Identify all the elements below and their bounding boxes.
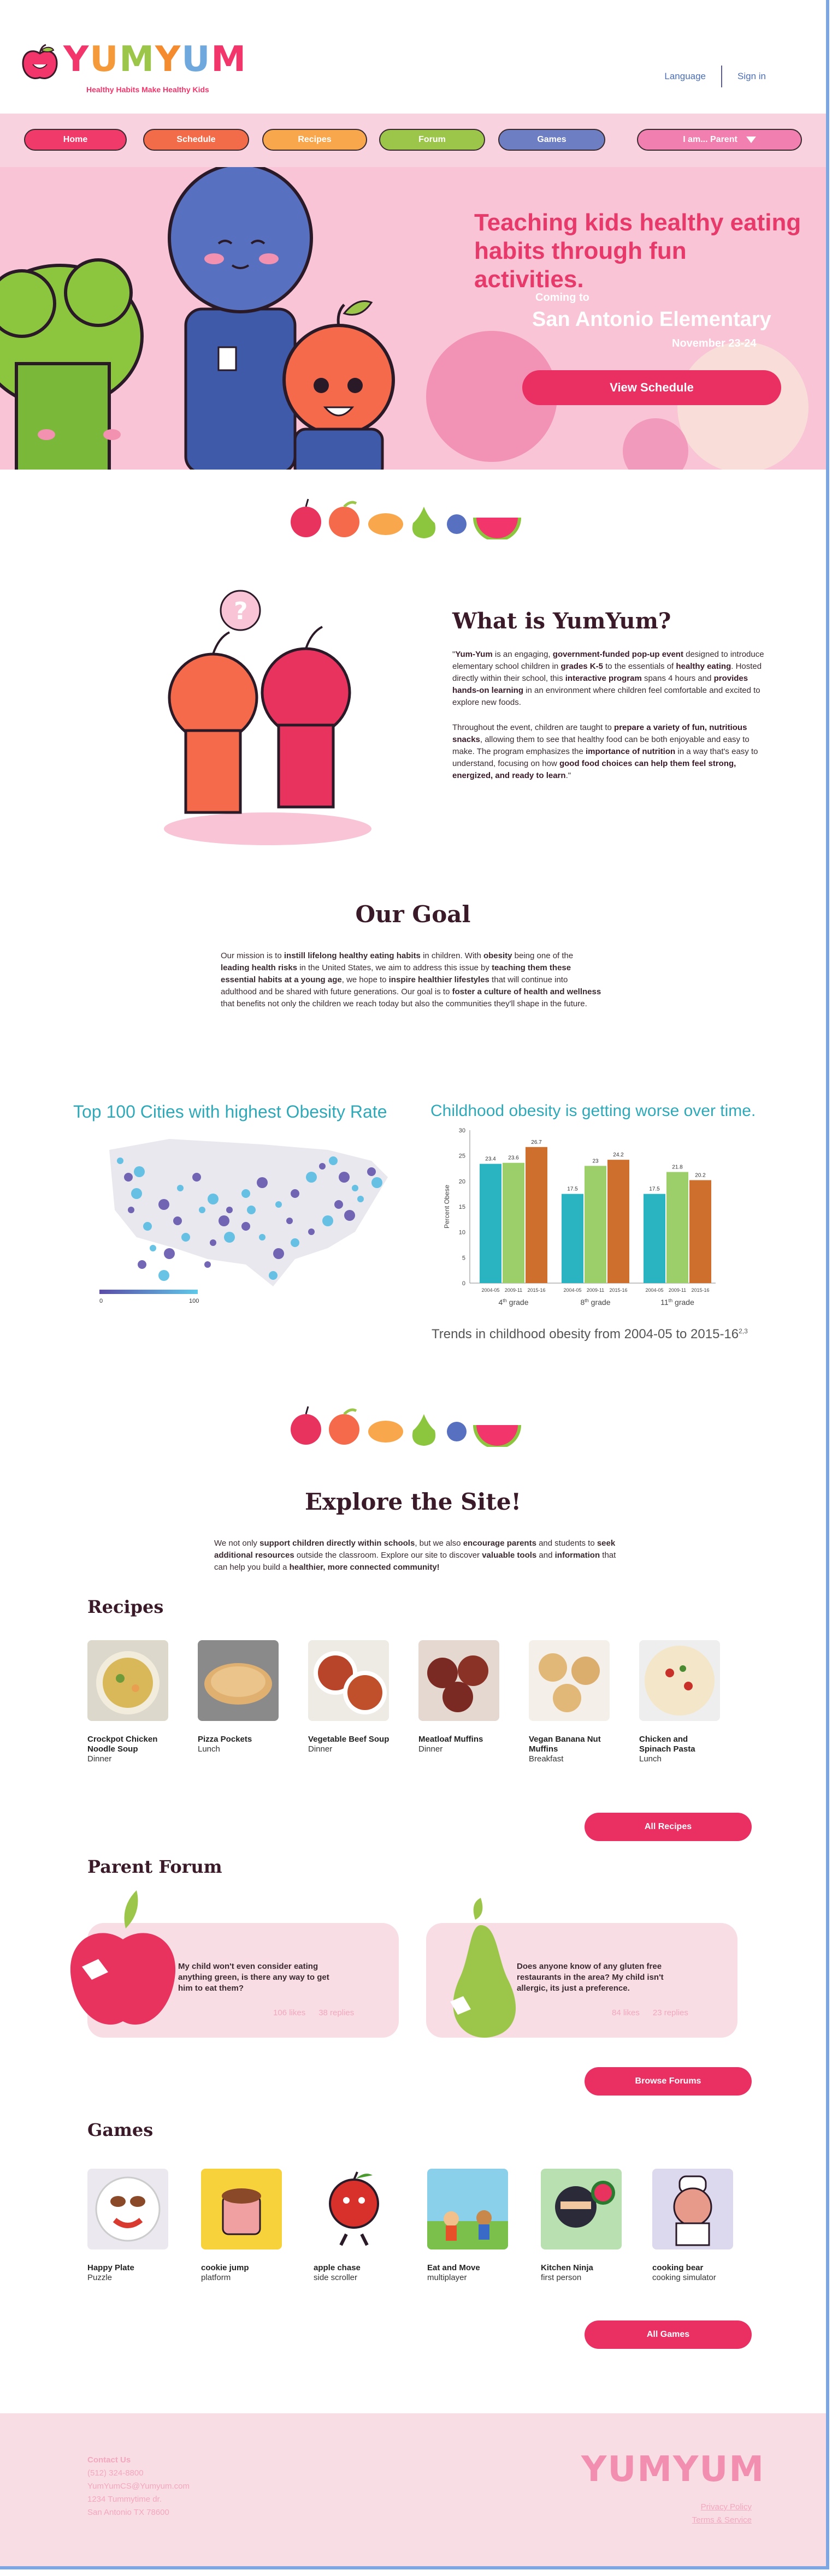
map-city-dot bbox=[357, 1196, 364, 1202]
bar bbox=[585, 1166, 606, 1283]
game-thumbnail bbox=[427, 2169, 508, 2249]
contact-street: 1234 Tummytime dr. bbox=[87, 2495, 162, 2504]
x-tick-label: 2015-16 bbox=[691, 1287, 710, 1293]
map-city-dot bbox=[117, 1158, 123, 1164]
recipe-type: Dinner bbox=[308, 1744, 333, 1754]
recipe-type: Dinner bbox=[87, 1754, 112, 1764]
recipe-type: Breakfast bbox=[529, 1754, 564, 1764]
recipe-photo bbox=[639, 1640, 720, 1721]
map-city-dot bbox=[329, 1156, 338, 1165]
game-type: platform bbox=[201, 2273, 231, 2282]
nav-forum-button[interactable]: Forum bbox=[379, 129, 485, 151]
x-tick-label: 2015-16 bbox=[609, 1287, 628, 1293]
browse-forums-button[interactable]: Browse Forums bbox=[585, 2067, 752, 2096]
watermelon-icon bbox=[473, 1425, 521, 1447]
obesity-map-title: Top 100 Cities with highest Obesity Rate bbox=[73, 1102, 387, 1121]
brand-logo[interactable] bbox=[21, 36, 247, 96]
forum-stats bbox=[612, 2008, 701, 2017]
watermelon-icon bbox=[473, 518, 521, 539]
forum-likes: 84 likes bbox=[612, 2008, 640, 2017]
us-obesity-map bbox=[98, 1128, 393, 1308]
bar bbox=[526, 1147, 547, 1283]
map-city-dot bbox=[131, 1188, 142, 1199]
x-tick-label: 2009-11 bbox=[504, 1287, 523, 1293]
y-tick-label: 5 bbox=[462, 1255, 465, 1262]
bar-value-label: 26.7 bbox=[531, 1139, 542, 1145]
game-type: first person bbox=[541, 2273, 582, 2282]
bar bbox=[689, 1180, 711, 1283]
map-city-dot bbox=[308, 1228, 315, 1235]
map-city-dot bbox=[322, 1215, 333, 1226]
caret-down-icon bbox=[746, 136, 756, 143]
obesity-bar-chart bbox=[437, 1125, 721, 1321]
map-city-dot bbox=[210, 1239, 216, 1246]
view-schedule-button[interactable]: View Schedule bbox=[522, 370, 781, 405]
our-goal-heading: Our Goal bbox=[355, 901, 471, 928]
game-name: Happy Plate bbox=[87, 2263, 134, 2272]
game-name: Kitchen Ninja bbox=[541, 2263, 593, 2272]
site-header bbox=[0, 0, 826, 114]
map-city-dot bbox=[273, 1248, 284, 1259]
recipe-card[interactable] bbox=[418, 1640, 500, 1754]
top-links bbox=[664, 66, 766, 87]
svg-text:?: ? bbox=[234, 597, 248, 625]
bar-value-label: 21.8 bbox=[672, 1164, 683, 1171]
game-card[interactable] bbox=[314, 2169, 396, 2283]
map-city-dot bbox=[124, 1173, 133, 1182]
game-type: side scroller bbox=[314, 2273, 358, 2282]
apple-icon bbox=[60, 1890, 186, 2043]
map-city-dot bbox=[138, 1260, 146, 1269]
map-scale-min: 0 bbox=[99, 1298, 103, 1304]
bar-value-label: 23 bbox=[592, 1158, 599, 1165]
role-dropdown-label: I am... Parent bbox=[683, 135, 737, 144]
what-is-paragraph-1: "Yum-Yum is an engaging, government-funded pop-up event designed to introduce elementary school children in grades K-5 to the essentials of healthy eating. Hosted directly within their school, this interactive program spans 4 hours and provides hands-on learning in an environment where children feel comfortable and excited to explore new foods. bbox=[452, 650, 764, 707]
map-scale-max: 100 bbox=[189, 1298, 199, 1304]
bar bbox=[644, 1194, 665, 1283]
recipe-photo bbox=[198, 1640, 279, 1721]
brand-wordmark: YUMYUM bbox=[63, 39, 247, 80]
map-city-dot bbox=[192, 1173, 201, 1182]
apple-orange-characters-illustration bbox=[142, 589, 393, 851]
recipe-photo bbox=[87, 1640, 168, 1721]
fruit-divider bbox=[290, 496, 535, 539]
game-type: Puzzle bbox=[87, 2273, 113, 2282]
bar-value-label: 17.5 bbox=[567, 1186, 578, 1192]
group-label: 8th grade bbox=[580, 1298, 611, 1307]
forum-replies: 38 replies bbox=[318, 2008, 355, 2017]
map-city-dot bbox=[334, 1200, 343, 1209]
game-card[interactable] bbox=[652, 2169, 734, 2283]
y-tick-label: 0 bbox=[462, 1280, 465, 1287]
nav-recipes-button[interactable]: Recipes bbox=[262, 129, 367, 151]
forum-post-card[interactable] bbox=[426, 1923, 737, 2038]
footer-logo[interactable]: YUMYUM bbox=[581, 2449, 765, 2490]
group-label: 11th grade bbox=[660, 1298, 694, 1307]
nav-games-button[interactable]: Games bbox=[498, 129, 605, 151]
recipe-name: Crockpot Chicken Noodle Soup bbox=[87, 1735, 158, 1754]
hero-coming-label: Coming to bbox=[535, 292, 589, 304]
game-thumbnail bbox=[87, 2169, 168, 2249]
y-tick-label: 30 bbox=[458, 1127, 465, 1134]
forum-question: My child won't even consider eating anything green, is there any way to get him to eat them? bbox=[178, 1962, 329, 1993]
pear-icon bbox=[412, 1414, 435, 1446]
x-tick-label: 2004-05 bbox=[563, 1287, 582, 1293]
y-tick-label: 20 bbox=[458, 1178, 465, 1185]
contact-info bbox=[87, 2454, 190, 2519]
map-city-dot bbox=[226, 1207, 233, 1213]
bar bbox=[562, 1194, 583, 1283]
recipe-type: Lunch bbox=[198, 1744, 220, 1754]
recipe-photo bbox=[308, 1640, 389, 1721]
recipe-photo bbox=[529, 1640, 610, 1721]
bar-value-label: 17.5 bbox=[649, 1186, 660, 1192]
map-city-dot bbox=[241, 1189, 250, 1198]
map-city-dot bbox=[177, 1185, 184, 1191]
pear-icon bbox=[442, 1898, 524, 2040]
y-axis-label: Percent Obese bbox=[443, 1184, 451, 1229]
recipe-name: Vegan Banana Nut Muffins bbox=[529, 1735, 601, 1754]
forum-post-card[interactable] bbox=[87, 1923, 399, 2038]
map-city-dot bbox=[269, 1271, 278, 1280]
footer-links bbox=[692, 2501, 752, 2527]
sign-in-link[interactable]: Sign in bbox=[737, 71, 766, 81]
blueberry-icon bbox=[447, 514, 467, 534]
apple-logo-icon bbox=[21, 44, 59, 82]
bar-value-label: 20.2 bbox=[695, 1172, 706, 1179]
x-tick-label: 2004-05 bbox=[645, 1287, 664, 1293]
game-card[interactable] bbox=[541, 2169, 623, 2283]
bar-value-label: 24.2 bbox=[613, 1152, 624, 1159]
hero-banner bbox=[0, 167, 826, 470]
all-games-button[interactable]: All Games bbox=[585, 2320, 752, 2349]
game-card[interactable] bbox=[87, 2169, 169, 2283]
game-name: cooking bear bbox=[652, 2263, 704, 2272]
bar-chart-title: Childhood obesity is getting worse over time. bbox=[430, 1102, 756, 1120]
orange-icon bbox=[329, 502, 359, 537]
fruit-divider bbox=[290, 1403, 535, 1447]
group-label: 4th grade bbox=[498, 1298, 529, 1307]
map-city-dot bbox=[173, 1216, 182, 1225]
map-city-dot bbox=[367, 1167, 376, 1176]
site-footer bbox=[0, 2413, 826, 2569]
bar-value-label: 23.6 bbox=[508, 1155, 519, 1161]
map-city-dot bbox=[275, 1201, 282, 1208]
map-city-dot bbox=[158, 1270, 169, 1281]
x-tick-label: 2009-11 bbox=[668, 1287, 687, 1293]
lemon-icon bbox=[368, 513, 403, 535]
bar bbox=[666, 1172, 688, 1283]
recipe-name: Vegetable Beef Soup bbox=[308, 1735, 390, 1744]
map-city-dot bbox=[241, 1222, 250, 1231]
hero-headline: Teaching kids healthy eating habits through fun activities. bbox=[474, 209, 801, 293]
game-thumbnail bbox=[652, 2169, 733, 2249]
x-tick-label: 2004-05 bbox=[481, 1287, 500, 1293]
brand-tagline: Healthy Habits Make Healthy Kids bbox=[86, 85, 209, 94]
recipe-card[interactable] bbox=[87, 1640, 169, 1764]
recipe-card[interactable] bbox=[529, 1640, 611, 1764]
recipes-heading: Recipes bbox=[87, 1596, 164, 1617]
game-thumbnail bbox=[541, 2169, 622, 2249]
parent-forum-heading: Parent Forum bbox=[87, 1856, 222, 1877]
contact-heading: Contact Us bbox=[87, 2455, 131, 2465]
map-city-dot bbox=[204, 1261, 211, 1268]
bar-value-label: 23.4 bbox=[485, 1156, 496, 1162]
apple-icon bbox=[291, 499, 321, 537]
games-list bbox=[87, 2169, 732, 2282]
map-city-dot bbox=[158, 1199, 169, 1210]
hero-school-name: San Antonio Elementary bbox=[532, 308, 771, 331]
game-name: apple chase bbox=[314, 2263, 361, 2272]
bar bbox=[480, 1164, 501, 1283]
game-card[interactable] bbox=[427, 2169, 509, 2283]
game-type: cooking simulator bbox=[652, 2273, 716, 2282]
map-city-dot bbox=[224, 1232, 235, 1243]
map-city-dot bbox=[150, 1245, 156, 1251]
map-city-dot bbox=[128, 1207, 134, 1213]
map-city-dot bbox=[319, 1163, 326, 1170]
map-city-dot bbox=[181, 1233, 190, 1242]
bar bbox=[503, 1163, 524, 1283]
games-heading: Games bbox=[87, 2120, 154, 2140]
what-is-heading: What is YumYum? bbox=[452, 608, 671, 634]
recipes-list bbox=[87, 1640, 732, 1764]
map-city-dot bbox=[134, 1166, 145, 1177]
map-city-dot bbox=[306, 1172, 317, 1183]
map-city-dot bbox=[352, 1185, 358, 1191]
language-link[interactable]: Language bbox=[664, 71, 706, 81]
recipe-photo bbox=[418, 1640, 499, 1721]
blueberry-icon bbox=[447, 1422, 467, 1441]
game-type: multiplayer bbox=[427, 2273, 467, 2282]
privacy-policy-link[interactable]: Privacy Policy bbox=[700, 2502, 752, 2512]
map-city-dot bbox=[164, 1248, 175, 1259]
x-tick-label: 2009-11 bbox=[586, 1287, 605, 1293]
terms-link[interactable]: Terms & Service bbox=[692, 2515, 752, 2525]
recipe-card[interactable] bbox=[639, 1640, 721, 1764]
game-thumbnail bbox=[201, 2169, 282, 2249]
main-nav bbox=[0, 114, 826, 167]
map-city-dot bbox=[247, 1206, 256, 1214]
map-city-dot bbox=[199, 1207, 205, 1213]
lemon-icon bbox=[368, 1421, 403, 1443]
map-city-dot bbox=[371, 1177, 382, 1188]
hero-dates: November 23-24 bbox=[672, 337, 757, 349]
y-tick-label: 10 bbox=[458, 1229, 465, 1236]
recipe-type: Lunch bbox=[639, 1754, 662, 1764]
game-card[interactable] bbox=[201, 2169, 283, 2283]
recipe-card[interactable] bbox=[308, 1640, 390, 1754]
y-tick-label: 25 bbox=[458, 1153, 465, 1160]
recipe-name: Chicken and Spinach Pasta bbox=[639, 1735, 695, 1754]
game-name: Eat and Move bbox=[427, 2263, 480, 2272]
our-goal-paragraph: Our mission is to instill lifelong healthy eating habits in children. With obesity being one of the leading health risks in the United States, we aim to address this issue by teaching them these essential habits at a young age, we hope to inspire healthier lifestyles that will continue into adulthood and be shared with future generations. Our goal is to foster a culture of health and wellness that benefits not only the children we reach today but also the communities they'll shape in the future. bbox=[221, 951, 601, 1008]
game-name: cookie jump bbox=[201, 2263, 249, 2272]
pear-icon bbox=[412, 507, 435, 538]
orange-icon bbox=[329, 1410, 359, 1445]
map-city-dot bbox=[259, 1234, 265, 1240]
x-tick-label: 2015-16 bbox=[527, 1287, 546, 1293]
what-is-paragraph-2: Throughout the event, children are taught to prepare a variety of fun, nutritious snacks, allowing them to see that healthy food can be both enjoyable and easy to make. The program emphasizes the importance of nutrition in a way that's easy to understand, focusing on how good food choices can help them feel strong, energized, and ready to learn." bbox=[452, 723, 758, 780]
explore-paragraph: We not only support children directly within schools, but we also encourage parents and students to seek additional resources outside the classroom. Explore our site to discover valuable tools and information that can help you build a healthier, more connected community! bbox=[214, 1539, 616, 1572]
divider bbox=[721, 66, 722, 87]
y-tick-label: 15 bbox=[458, 1204, 465, 1210]
game-thumbnail bbox=[314, 2169, 394, 2249]
all-recipes-button[interactable]: All Recipes bbox=[585, 1813, 752, 1841]
map-city-dot bbox=[291, 1238, 299, 1247]
forum-question: Does anyone know of any gluten free restaurants in the area? My child isn't allergic, its just a preference. bbox=[517, 1962, 664, 1993]
forum-replies: 23 replies bbox=[652, 2008, 688, 2017]
map-city-dot bbox=[143, 1222, 152, 1231]
map-city-dot bbox=[286, 1218, 293, 1224]
map-city-dot bbox=[344, 1210, 355, 1221]
bar-chart-caption: Trends in childhood obesity from 2004-05 to 2015-16$^{2,3}$ bbox=[432, 1327, 748, 1342]
explore-heading: Explore the Site! bbox=[305, 1488, 521, 1515]
contact-city: San Antonio TX 78600 bbox=[87, 2508, 169, 2517]
recipe-type: Dinner bbox=[418, 1744, 443, 1754]
contact-phone[interactable]: (512) 324-8800 bbox=[87, 2468, 144, 2478]
map-city-dot bbox=[257, 1177, 268, 1188]
map-city-dot bbox=[291, 1189, 299, 1198]
forum-likes: 106 likes bbox=[273, 2008, 306, 2017]
forum-stats bbox=[273, 2008, 367, 2017]
contact-email[interactable]: YumYumCS@Yumyum.com bbox=[87, 2482, 190, 2491]
role-dropdown[interactable] bbox=[637, 129, 802, 151]
map-city-dot bbox=[208, 1194, 219, 1204]
nav-schedule-button[interactable]: Schedule bbox=[143, 129, 249, 151]
recipe-card[interactable] bbox=[198, 1640, 280, 1754]
recipe-name: Pizza Pockets bbox=[198, 1735, 252, 1744]
map-city-dot bbox=[219, 1215, 229, 1226]
apple-icon bbox=[291, 1406, 321, 1445]
bar bbox=[607, 1160, 629, 1283]
recipe-name: Meatloaf Muffins bbox=[418, 1735, 483, 1744]
nav-home-button[interactable]: Home bbox=[24, 129, 127, 151]
map-city-dot bbox=[339, 1172, 350, 1183]
